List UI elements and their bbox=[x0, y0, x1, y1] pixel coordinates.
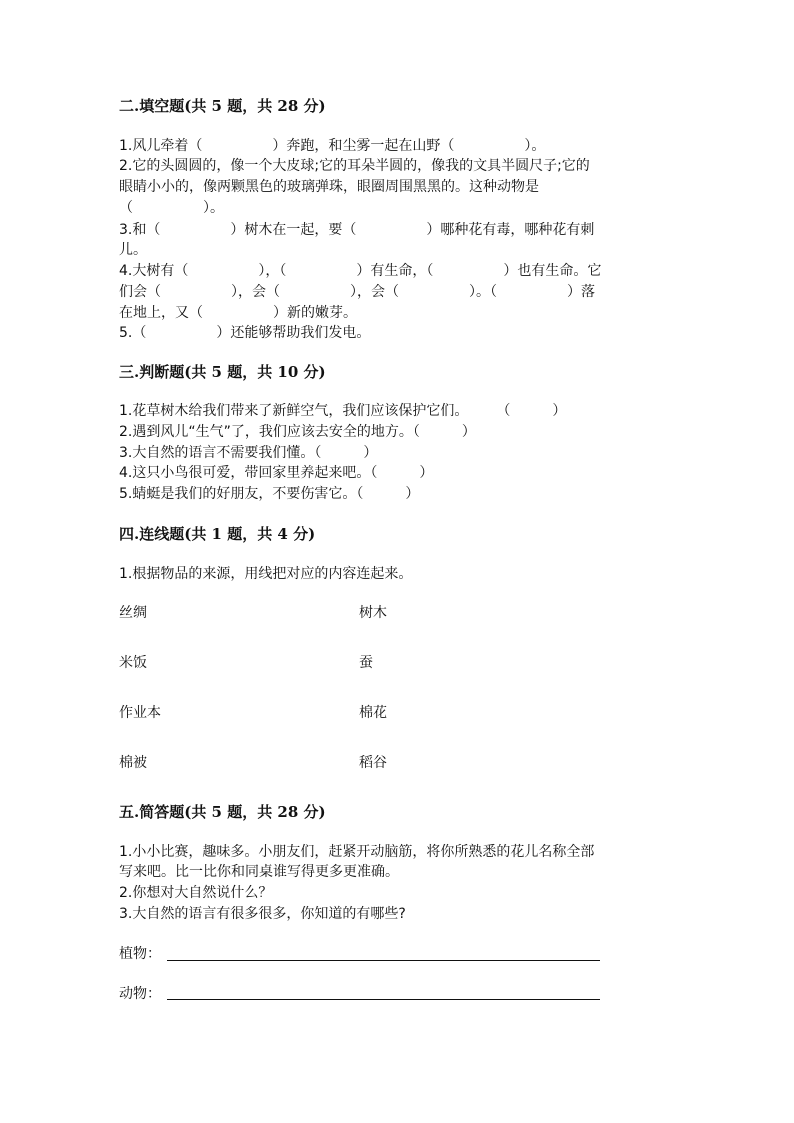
match-left-item: 棉被 bbox=[119, 755, 147, 771]
match-left-item: 丝绸 bbox=[119, 605, 147, 621]
section-title-short-answer: 五.简答题(共 5 题，共 28 分) bbox=[119, 803, 326, 821]
plants-answer-line[interactable] bbox=[167, 960, 600, 961]
question-line: 3.大自然的语言有很多很多，你知道的有哪些? bbox=[119, 906, 406, 922]
question-line: 3.大自然的语言不需要我们懂。（ ） bbox=[119, 445, 378, 461]
question-line: 2.你想对大自然说什么？ bbox=[119, 885, 273, 901]
question-line: 儿。 bbox=[119, 242, 147, 258]
match-right-item: 蚕 bbox=[359, 655, 373, 671]
plants-label: 植物： bbox=[119, 946, 161, 962]
question-line: 5.蜻蜓是我们的好朋友，不要伤害它。（ ） bbox=[119, 486, 420, 502]
question-line: 1.风儿牵着（ ）奔跑，和尘雾一起在山野（ ）。 bbox=[119, 138, 546, 154]
question-line: 1.花草树木给我们带来了新鲜空气，我们应该保护它们。 （ ） bbox=[119, 403, 567, 419]
match-left-item: 米饭 bbox=[119, 655, 147, 671]
question-line: 2.它的头圆圆的，像一个大皮球;它的耳朵半圆的，像我的文具半圆尺子;它的 bbox=[119, 158, 590, 174]
section-title-fill-blank: 二.填空题(共 5 题，共 28 分) bbox=[119, 97, 326, 115]
question-line: 1.小小比赛，趣味多。小朋友们，赶紧开动脑筋，将你所熟悉的花儿名称全部 bbox=[119, 844, 595, 860]
question-line: 5.（ ）还能够帮助我们发电。 bbox=[119, 325, 371, 341]
match-left-item: 作业本 bbox=[119, 705, 161, 721]
question-line: 在地上，又（ ）新的嫩芽。 bbox=[119, 305, 357, 321]
animals-label: 动物： bbox=[119, 986, 161, 1002]
question-line: 2.遇到风儿“生气”了，我们应该去安全的地方。（ ） bbox=[119, 424, 476, 440]
animals-answer-line[interactable] bbox=[167, 999, 600, 1000]
question-line: 们会（ ），会（ ），会（ ）。（ ）落 bbox=[119, 284, 595, 300]
question-line: 4.这只小鸟很可爱，带回家里养起来吧。（ ） bbox=[119, 465, 434, 481]
question-line: （ ）。 bbox=[119, 200, 224, 216]
match-right-item: 棉花 bbox=[359, 705, 387, 721]
section-title-true-false: 三.判断题(共 5 题，共 10 分) bbox=[119, 363, 326, 381]
question-line: 眼睛小小的，像两颗黑色的玻璃弹珠，眼圈周围黑黑的。这种动物是 bbox=[119, 179, 539, 195]
match-right-item: 稻谷 bbox=[359, 755, 387, 771]
question-line: 3.和（ ）树木在一起，要（ ）哪种花有毒，哪种花有刺 bbox=[119, 222, 595, 238]
match-right-item: 树木 bbox=[359, 605, 387, 621]
section-title-matching: 四.连线题(共 1 题，共 4 分) bbox=[119, 525, 316, 543]
question-line: 写来吧。比一比你和同桌谁写得更多更准确。 bbox=[119, 864, 399, 880]
question-line: 4.大树有（ ），（ ）有生命，（ ）也有生命。它 bbox=[119, 263, 602, 279]
question-line: 1.根据物品的来源，用线把对应的内容连起来。 bbox=[119, 566, 413, 582]
